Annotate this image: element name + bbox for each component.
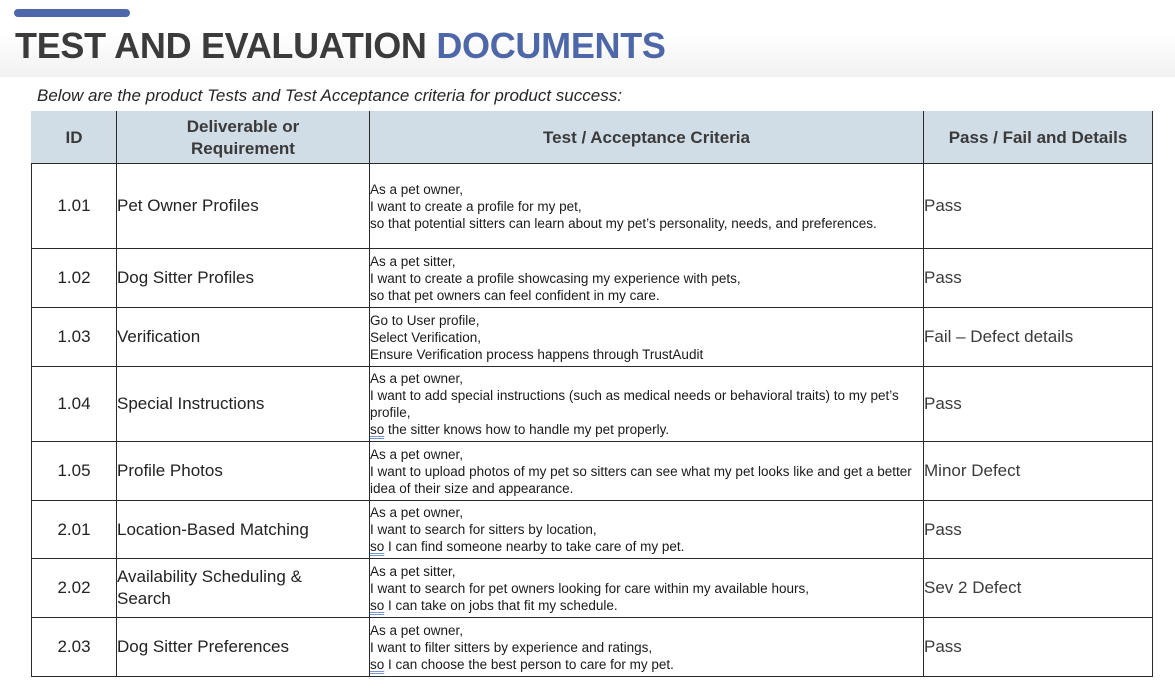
table-row bbox=[32, 249, 1153, 308]
criteria-line: I want to search for sitters by location, bbox=[370, 522, 597, 537]
row-requirement: Location-Based Matching bbox=[117, 501, 370, 559]
criteria-line-rest: I can take on jobs that fit my schedule. bbox=[384, 597, 618, 613]
column-header-requirement bbox=[117, 112, 370, 164]
row-criteria bbox=[370, 618, 924, 677]
row-requirement: Dog Sitter Preferences bbox=[117, 618, 370, 677]
row-status: Pass bbox=[924, 501, 1153, 559]
row-id: 1.05 bbox=[32, 442, 117, 501]
row-requirement: Availability Scheduling & Search bbox=[117, 559, 370, 618]
spellcheck-word: so bbox=[370, 597, 385, 613]
column-header-id: ID bbox=[32, 112, 117, 164]
spellcheck-word: so bbox=[370, 656, 385, 672]
row-id: 2.03 bbox=[32, 618, 117, 677]
criteria-line-rest: the sitter knows how to handle my pet properly. bbox=[384, 422, 670, 437]
table-row bbox=[32, 367, 1153, 442]
table-row bbox=[32, 164, 1153, 249]
table-row bbox=[32, 618, 1153, 677]
page-title bbox=[15, 24, 666, 68]
row-criteria bbox=[370, 164, 924, 249]
criteria-line: so that pet owners can feel confident in my care. bbox=[370, 287, 660, 303]
row-id: 1.03 bbox=[32, 308, 117, 367]
row-requirement: Dog Sitter Profiles bbox=[117, 249, 370, 308]
column-header-requirement-label: Deliverable or Requirement bbox=[186, 116, 300, 158]
row-requirement: Verification bbox=[117, 308, 370, 367]
row-criteria bbox=[370, 501, 924, 559]
row-status: Pass bbox=[924, 618, 1153, 677]
criteria-line: As a pet owner, bbox=[370, 371, 464, 386]
row-status: Pass bbox=[924, 367, 1153, 442]
criteria-line-rest: I can choose the best person to care for my pet. bbox=[384, 656, 674, 672]
criteria-line: I want to upload photos of my pet so sitters can see what my pet looks like and get a better idea of their size and appearance. bbox=[370, 463, 912, 496]
row-criteria bbox=[370, 308, 924, 367]
criteria-line: As a pet sitter, bbox=[370, 563, 456, 579]
criteria-line-rest: I can find someone nearby to take care of my pet. bbox=[384, 539, 685, 554]
row-id: 1.01 bbox=[32, 164, 117, 249]
row-status: Fail – Defect details bbox=[924, 308, 1153, 367]
row-status: Minor Defect bbox=[924, 442, 1153, 501]
accent-bar bbox=[14, 9, 130, 17]
table-row bbox=[32, 559, 1153, 618]
criteria-line: I want to create a profile showcasing my experience with pets, bbox=[370, 270, 741, 286]
row-id: 1.04 bbox=[32, 367, 117, 442]
title-accent: DOCUMENTS bbox=[436, 25, 666, 66]
title-main: TEST AND EVALUATION bbox=[15, 25, 437, 66]
row-id: 2.02 bbox=[32, 559, 117, 618]
table-row bbox=[32, 308, 1153, 367]
row-requirement: Pet Owner Profiles bbox=[117, 164, 370, 249]
spellcheck-word: so bbox=[370, 422, 385, 437]
acceptance-criteria-table bbox=[31, 111, 1153, 677]
criteria-line: Go to User profile, bbox=[370, 312, 480, 328]
criteria-line: As a pet owner, bbox=[370, 622, 464, 638]
row-criteria bbox=[370, 249, 924, 308]
criteria-line: I want to search for pet owners looking for care within my available hours, bbox=[370, 580, 809, 596]
row-status: Pass bbox=[924, 164, 1153, 249]
row-status: Sev 2 Defect bbox=[924, 559, 1153, 618]
criteria-line: I want to create a profile for my pet, bbox=[370, 198, 582, 214]
criteria-line: I want to add special instructions (such as medical needs or behavioral traits) to my pet’s profile, bbox=[370, 388, 899, 420]
criteria-line: As a pet owner, bbox=[370, 505, 464, 520]
criteria-line: Select Verification, bbox=[370, 329, 482, 345]
criteria-line bbox=[370, 656, 923, 673]
row-criteria bbox=[370, 559, 924, 618]
row-requirement: Special Instructions bbox=[117, 367, 370, 442]
row-id: 1.02 bbox=[32, 249, 117, 308]
criteria-line: As a pet owner, bbox=[370, 181, 464, 197]
table-header-row bbox=[32, 112, 1153, 164]
row-requirement: Profile Photos bbox=[117, 442, 370, 501]
column-header-criteria: Test / Acceptance Criteria bbox=[370, 112, 924, 164]
row-criteria bbox=[370, 442, 924, 501]
table-row bbox=[32, 442, 1153, 501]
criteria-line: so that potential sitters can learn about my pet’s personality, needs, and preferences. bbox=[370, 215, 877, 231]
criteria-line bbox=[370, 597, 923, 614]
column-header-status: Pass / Fail and Details bbox=[924, 112, 1153, 164]
row-criteria bbox=[370, 367, 924, 442]
criteria-line bbox=[370, 538, 923, 555]
spellcheck-word: so bbox=[370, 539, 385, 554]
subtitle: Below are the product Tests and Test Acceptance criteria for product success: bbox=[37, 86, 622, 105]
criteria-line: As a pet owner, bbox=[370, 446, 464, 462]
criteria-line: Ensure Verification process happens through TrustAudit bbox=[370, 346, 704, 362]
row-status: Pass bbox=[924, 249, 1153, 308]
row-id: 2.01 bbox=[32, 501, 117, 559]
criteria-line: I want to filter sitters by experience and ratings, bbox=[370, 639, 653, 655]
table-row bbox=[32, 501, 1153, 559]
criteria-line: As a pet sitter, bbox=[370, 253, 456, 269]
criteria-line bbox=[370, 421, 923, 438]
